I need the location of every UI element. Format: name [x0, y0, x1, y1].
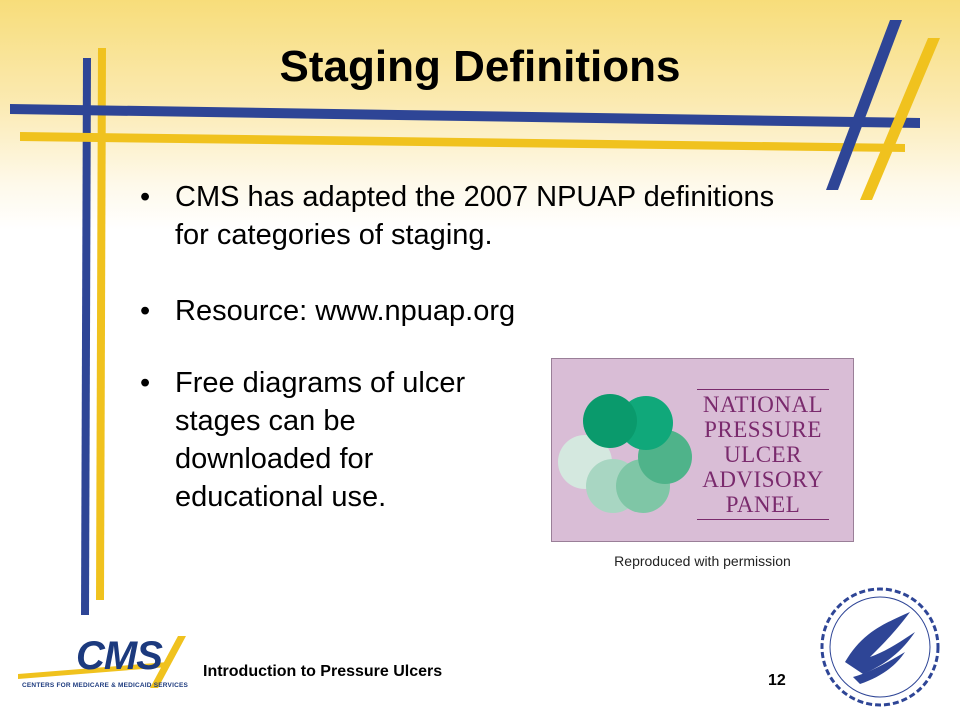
page-number: 12 — [768, 672, 786, 689]
npuap-wordmark — [697, 387, 829, 522]
bullet-text: CMS has adapted the 2007 NPUAP definitions for categories of staging. — [175, 181, 775, 251]
bullet-item — [140, 364, 500, 516]
horizontal-yellow-stripe — [20, 132, 905, 152]
bullet-text: Free diagrams of ulcer stages can be downloaded for educational use. — [175, 367, 466, 513]
bullet-text: Resource: www.npuap.org — [175, 295, 516, 327]
npuap-logo-image — [551, 358, 854, 542]
bullet-dot: • — [140, 181, 151, 213]
wordmark-line: ADVISORY — [702, 467, 824, 492]
cms-logo — [18, 632, 198, 702]
bullet-dot: • — [140, 295, 151, 327]
footer-title: Introduction to Pressure Ulcers — [203, 663, 443, 680]
horizontal-blue-stripe — [10, 104, 920, 128]
slide-title: Staging Definitions — [279, 42, 681, 91]
circle-icon — [583, 394, 637, 448]
bullet-item — [140, 292, 780, 330]
bullet-dot: • — [140, 367, 151, 399]
wordmark-line: PRESSURE — [704, 417, 822, 442]
image-caption: Reproduced with permission — [614, 553, 791, 569]
cms-logo-text: CMS — [76, 634, 162, 678]
wordmark-rule — [697, 389, 829, 390]
hhs-seal-icon — [815, 582, 945, 712]
wordmark-line: NATIONAL — [702, 392, 824, 417]
bullet-item — [140, 178, 780, 254]
left-yellow-stripe — [96, 48, 106, 600]
wordmark-line: ULCER — [724, 442, 802, 467]
cms-logo-subtext: CENTERS FOR MEDICARE & MEDICAID SERVICES — [22, 682, 189, 689]
wordmark-line: PANEL — [725, 492, 801, 517]
wordmark-rule — [697, 519, 829, 520]
